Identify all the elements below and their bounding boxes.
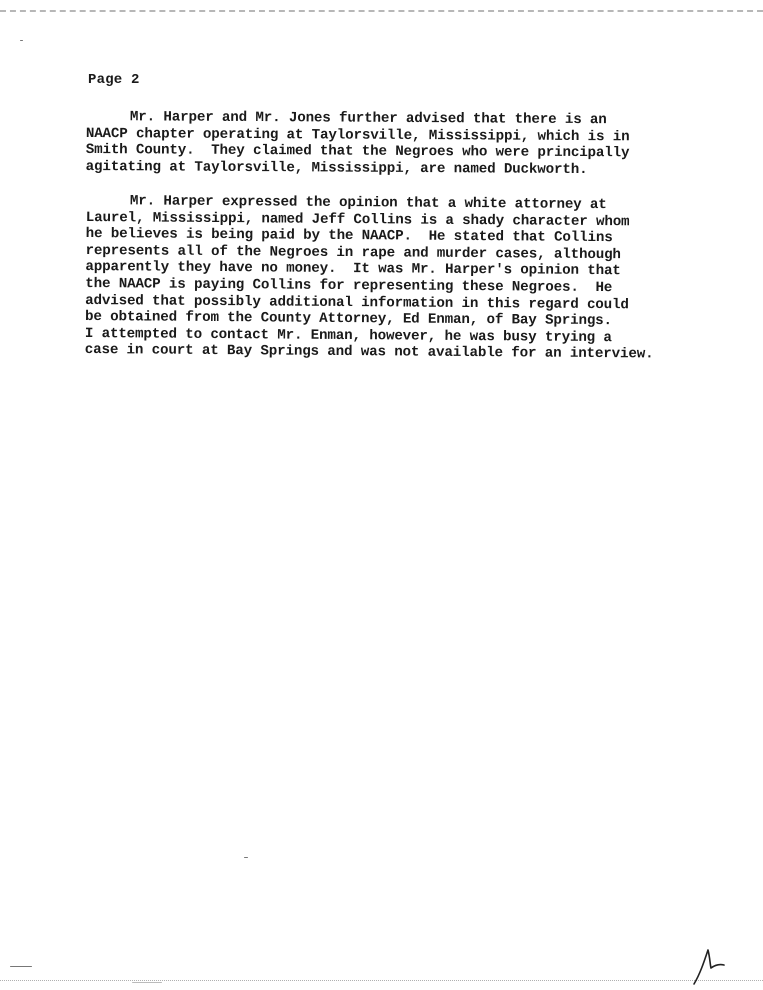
paragraph-1-line-4: agitating at Taylorsville, Mississippi, are named Duckworth. [85, 158, 588, 178]
handwritten-initial-mark [688, 938, 728, 988]
paragraph-2-line-6: the NAACP is paying Collins for representing these Negroes. He [85, 275, 613, 297]
paragraph-2-line-2: Laurel, Mississippi, named Jeff Collins is a shady character whom [85, 209, 630, 230]
scan-top-edge [0, 0, 763, 12]
paragraph-2-line-3: he believes is being paid by the NAACP. He stated that Collins [85, 226, 613, 247]
page-number: Page 2 [88, 72, 140, 88]
scan-speck [10, 966, 32, 967]
paragraph-1-line-1: Mr. Harper and Mr. Jones further advised that there is an [129, 109, 607, 129]
scan-speck [244, 857, 248, 858]
paragraph-2-line-1: Mr. Harper expressed the opinion that a white attorney at [129, 193, 607, 214]
paragraph-1-line-3: Smith County. They claimed that the Negroes who were principally [85, 142, 630, 162]
scan-bottom-edge [0, 980, 763, 983]
paragraph-2-line-8: be obtained from the County Attorney, Ed Enman, of Bay Springs. [84, 309, 613, 330]
paragraph-1 [86, 109, 706, 179]
paragraph-2-line-7: advised that possibly additional information in this regard could [85, 292, 629, 313]
paragraph-1-line-2: NAACP chapter operating at Taylorsville, Mississippi, which is in [85, 125, 630, 145]
paragraph-2-line-5: apparently they have no money. It was Mr. Harper's opinion that [85, 259, 621, 280]
paragraph-2-line-10: case in court at Bay Springs and was not available for an interview. [84, 342, 654, 363]
scan-speck [20, 40, 23, 41]
paragraph-2-line-9: I attempted to contact Mr. Enman, however, he was busy trying a [84, 325, 612, 346]
paragraph-2 [85, 193, 706, 364]
paragraph-2-line-4: represents all of the Negroes in rape and murder cases, although [85, 242, 621, 263]
